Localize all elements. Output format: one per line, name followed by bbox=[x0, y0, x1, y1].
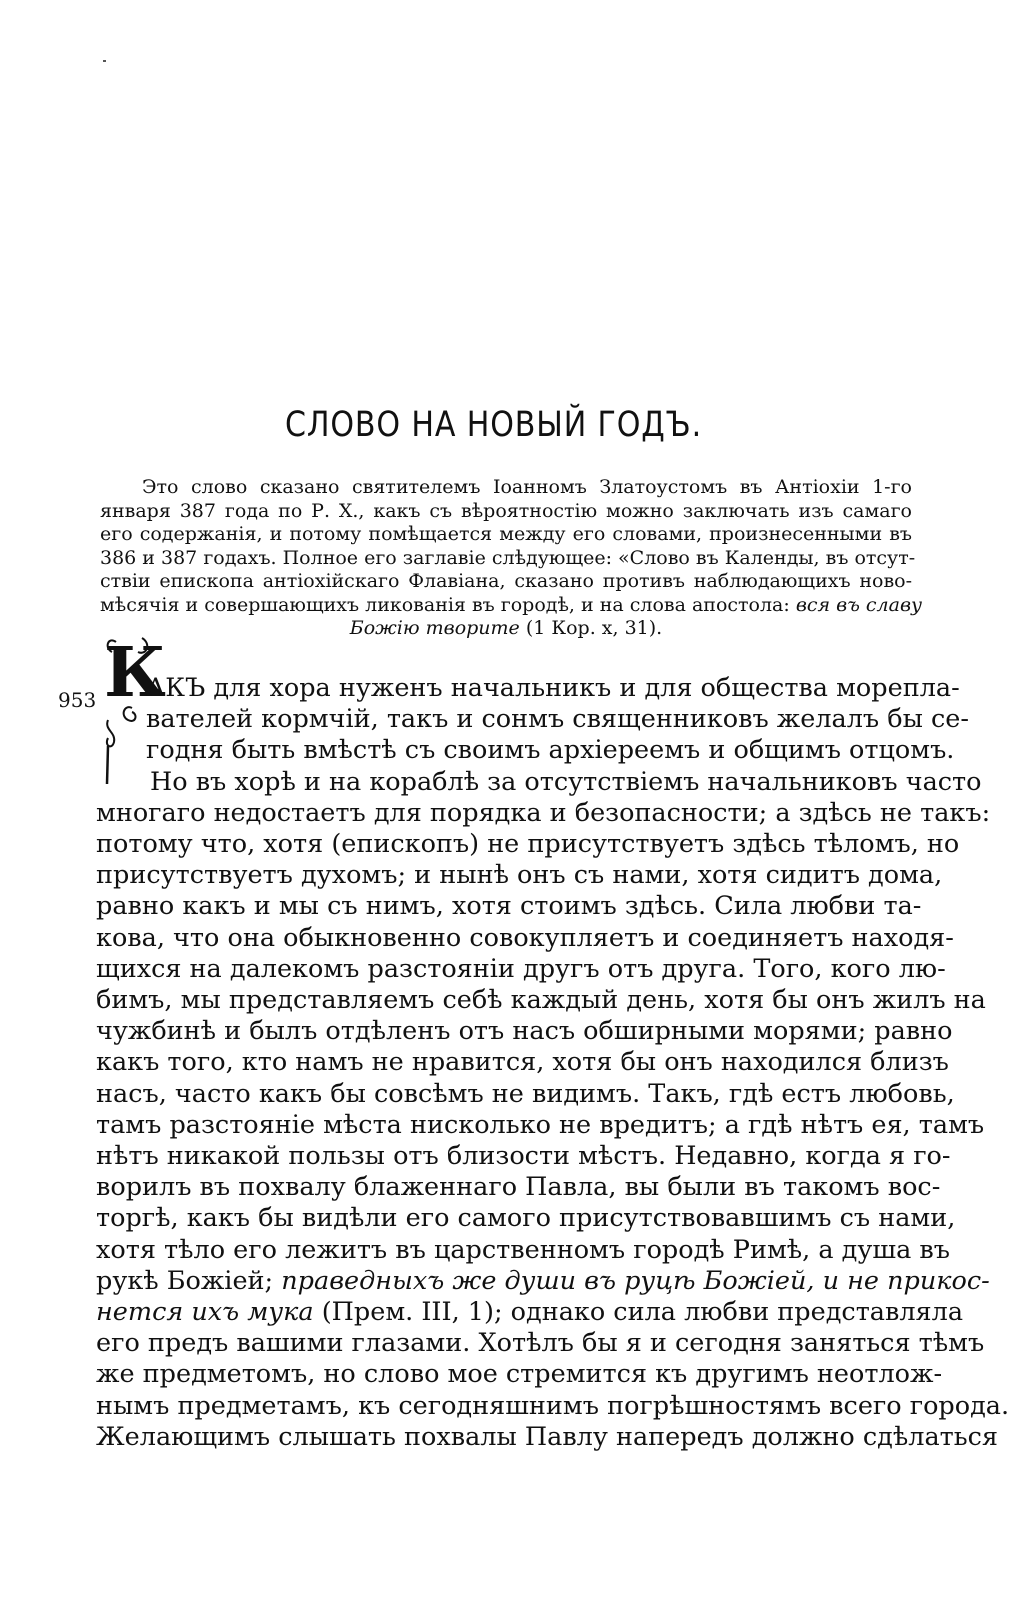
body-line: многаго недостаетъ для порядка и безопасности; а здѣсь не такъ: bbox=[96, 797, 991, 828]
intro-line: его содержанія, и потому помѣщается между его словами, произнесенными въ bbox=[100, 523, 912, 545]
intro-line bbox=[100, 593, 923, 618]
intro-line bbox=[100, 617, 912, 641]
body-line: торгѣ, какъ бы видѣли его самого присутствовавшимъ съ нами, bbox=[96, 1203, 956, 1234]
body-line: щихся на далекомъ разстояніи другъ отъ друга. Того, кого лю- bbox=[96, 953, 946, 984]
intro-text: (1 Кор. x, 31). bbox=[519, 617, 663, 639]
body-line: потому что, хотя (епископъ) не присутствуетъ здѣсь тѣломъ, но bbox=[96, 829, 960, 860]
body-line: вателей кормчій, такъ и сонмъ священниковъ желалъ бы се- bbox=[146, 704, 969, 735]
body-line: какъ того, кто намъ не нравится, хотя бы онъ находился близъ bbox=[96, 1047, 949, 1078]
page-title: СЛОВО НА НОВЫЙ ГОДЪ. bbox=[284, 405, 703, 445]
body-line: бимъ, мы представляемъ себѣ каждый день, хотя бы онъ жилъ на bbox=[96, 985, 986, 1016]
body-italic-quote: праведныхъ же души въ руцѣ Божіей, и не прикос- bbox=[281, 1265, 990, 1296]
body-line: годня быть вмѣстѣ съ своимъ архіереемъ и общимъ отцомъ. bbox=[146, 735, 955, 766]
body-italic-quote: нется ихъ мука bbox=[96, 1297, 314, 1328]
body-text: (Прем. III, 1); однако сила любви представляла bbox=[313, 1297, 964, 1328]
body-text: рукѣ Божіей; bbox=[96, 1265, 282, 1296]
intro-line: Это слово сказано святителемъ Іоанномъ Златоустомъ въ Антіохіи 1-го bbox=[142, 476, 912, 498]
margin-page-number: 953 bbox=[58, 688, 97, 712]
body-line: насъ, часто какъ бы совсѣмъ не видимъ. Такъ, гдѣ естъ любовь, bbox=[96, 1078, 955, 1109]
intro-paragraph bbox=[100, 476, 923, 641]
body-line: его предъ вашими глазами. Хотѣлъ бы я и сегодня заняться тѣмъ bbox=[96, 1328, 985, 1359]
main-text bbox=[96, 673, 1009, 1453]
body-line: нымъ предметамъ, къ сегодняшнимъ погрѣшностямъ всего города. bbox=[96, 1390, 1009, 1421]
intro-line: ствіи епископа антіохійскаго Флавіана, сказано противъ наблюдающихъ ново- bbox=[100, 570, 912, 592]
intro-text: мѣсячія и совершающихъ ликованія въ городѣ, и на слова апостола: bbox=[100, 593, 796, 616]
body-line: ворилъ въ похвалу блаженнаго Павла, вы были въ такомъ вос- bbox=[96, 1172, 941, 1203]
body-line bbox=[96, 1265, 990, 1297]
dropcap-letter: К bbox=[104, 633, 166, 713]
body-line: Желающимъ слышать похвалы Павлу напередъ должно сдѣлаться bbox=[96, 1421, 999, 1452]
intro-italic: вся въ славу bbox=[795, 593, 923, 616]
body-line bbox=[96, 1297, 964, 1328]
body-line: чужбинѣ и былъ отдѣленъ отъ насъ обширными морями; равно bbox=[96, 1016, 953, 1047]
body-line: хотя тѣло его лежитъ въ царственномъ городѣ Римѣ, а душа въ bbox=[96, 1234, 950, 1265]
body-line: АКЪ для хора нуженъ начальникъ и для общества морепла- bbox=[146, 673, 960, 703]
intro-line: 386 и 387 годахъ. Полное его заглавіе слѣдующее: «Слово въ Календы, въ отсут- bbox=[100, 546, 916, 569]
scan-speck bbox=[103, 60, 106, 62]
body-line: Но въ хорѣ и на кораблѣ за отсутствіемъ начальниковъ часто bbox=[150, 766, 982, 797]
intro-italic: Божію творите bbox=[349, 617, 520, 639]
body-line: кова, что она обыкновенно совокупляетъ и соединяетъ находя- bbox=[96, 922, 954, 953]
body-line: нѣтъ никакой пользы отъ близости мѣстъ. Недавно, когда я го- bbox=[96, 1141, 951, 1172]
body-line: равно какъ и мы съ нимъ, хотя стоимъ здѣсь. Сила любви та- bbox=[96, 891, 922, 922]
intro-line: января 387 года по Р. Х., какъ съ вѣроятностію можно заключать изъ самаго bbox=[100, 499, 912, 522]
body-line: же предметомъ, но слово мое стремится къ другимъ неотлож- bbox=[96, 1359, 943, 1390]
body-line: тамъ разстояніе мѣста нисколько не вредитъ; а гдѣ нѣтъ ея, тамъ bbox=[96, 1109, 985, 1140]
body-line: присутствуетъ духомъ; и нынѣ онъ съ нами, хотя сидитъ дома, bbox=[96, 860, 943, 891]
